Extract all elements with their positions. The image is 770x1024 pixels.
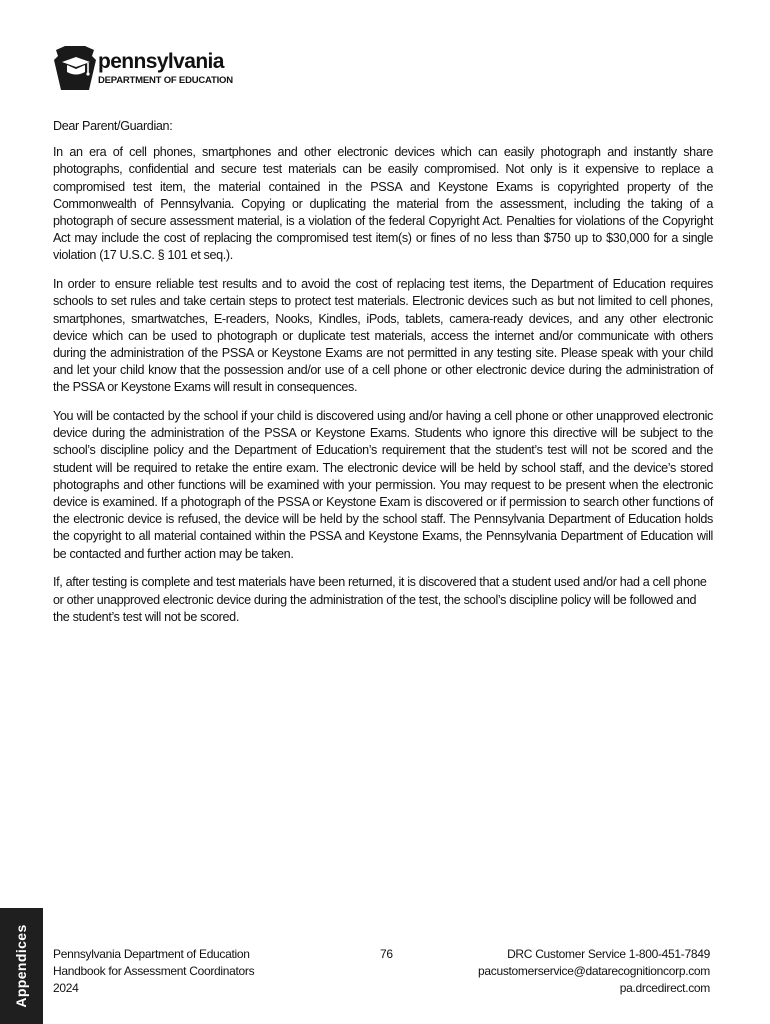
- pde-logo: [52, 46, 252, 94]
- keystone-graduation-cap-icon: [52, 46, 98, 90]
- letter-salutation: Dear Parent/Guardian:: [53, 119, 173, 133]
- letter-paragraph-4: If, after testing is complete and test materials have been returned, it is discovered that a student used and/or had a cell phone or other unapproved electronic device during the administration of the test, the school’s discipline policy will be followed and the student’s test will not be scored.: [53, 575, 707, 624]
- footer-handbook-title: Handbook for Assessment Coordinators: [53, 964, 255, 978]
- logo-state-name: pennsylvania: [98, 50, 224, 73]
- footer-customer-service: DRC Customer Service 1-800-451-7849: [507, 947, 710, 961]
- footer-contact-info: [478, 946, 710, 997]
- footer-publication-info: [53, 946, 254, 997]
- letter-paragraph-3: You will be contacted by the school if your child is discovered using and/or having a cell phone or other unapproved electronic device during the administration of the PSSA or Keystone Exams. Students who ignore this directive will be subject to the school’s discipline policy and the Department of Education’s requirement that the student’s test will not be scored and the student will be required to retake the entire exam. The electronic device will be held by school staff, and the device’s stored photographs and other functions will be examined with your permission. You may request to be present when the electronic device is examined. If a photograph of the PSSA or Keystone Exam is discovered or if permission to search other functions of the electronic device is refused, the device will be held by the school staff. The Pennsylvania Department of Education holds the copyright to all material contained within the PSSA and Keystone Exams, the Pennsylvania Department of Education will be contacted and further action may be taken.: [53, 409, 713, 561]
- footer-website: pa.drcedirect.com: [619, 981, 710, 995]
- page-number: 76: [380, 947, 393, 961]
- side-tab-label: Appendices: [13, 924, 29, 1008]
- letter-paragraph-1: In an era of cell phones, smartphones and other electronic devices which can easily photograph and instantly share photographs, confidential and secure test materials can be easily compromised. Not only is it expensive to replace a compromised test item, the material contained in the PSSA and Keystone Exams is copyrighted property of the Commonwealth of Pennsylvania. Copying or duplicating the material from the assessment, including the taking of a photograph of secure assessment material, is a violation of the federal Copyright Act. Penalties for violations of the Copyright Act may include the cost of replacing the compromised test item(s) or fines of no less than $750 up to $30,000 for a single violation (17 U.S.C. § 101 et seq.).: [53, 145, 713, 263]
- footer-department: Pennsylvania Department of Education: [53, 947, 250, 961]
- appendices-side-tab: [0, 908, 43, 1024]
- logo-wordmark: [98, 52, 233, 87]
- letter-paragraph-2: In order to ensure reliable test results and to avoid the cost of replacing test items, the Department of Education requires schools to set rules and take certain steps to protect test materials. Electronic devices such as but not limited to cell phones, smartphones, smartwatches, E-readers, Nooks, Kindles, iPods, tablets, camera-ready devices, and any other electronic device which can be used to photograph or duplicate test materials, access the internet and/or communicate with others during the administration of the PSSA or Keystone Exams are not permitted in any testing site. Please speak with your child and let your child know that the possession and/or use of a cell phone or other electronic device during the administration of the PSSA or Keystone Exams will result in consequences.: [53, 277, 713, 395]
- footer-email: pacustomerservice@datarecognitioncorp.com: [478, 964, 710, 978]
- logo-department-name: DEPARTMENT OF EDUCATION: [98, 75, 233, 86]
- footer-year: 2024: [53, 981, 79, 995]
- letter-body: [53, 118, 713, 637]
